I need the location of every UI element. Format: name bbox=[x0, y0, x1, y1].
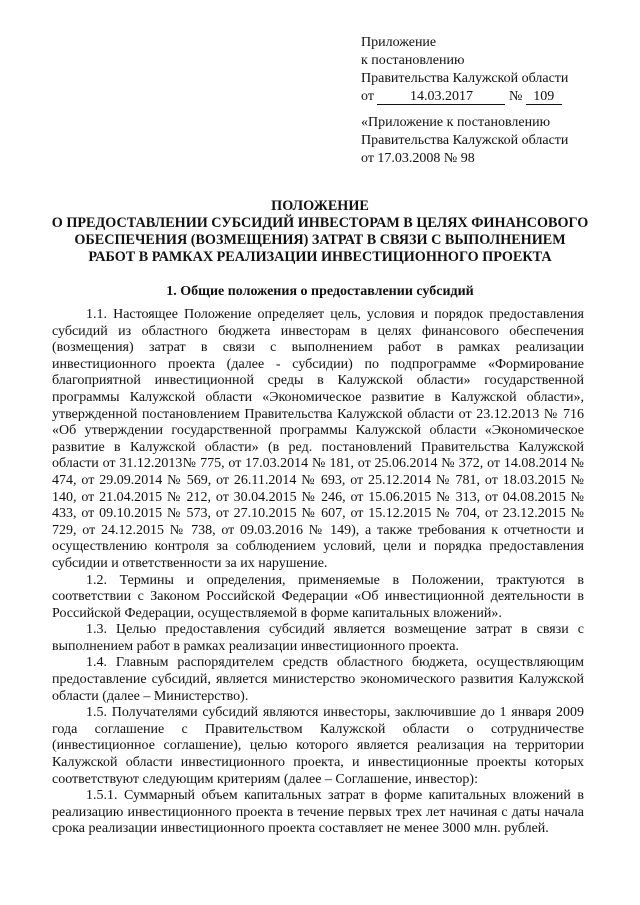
annex-header bbox=[361, 34, 601, 106]
title-line-2: О ПРЕДОСТАВЛЕНИИ СУБСИДИЙ ИНВЕСТОРАМ В ЦЕЛЯХ ФИНАНСОВОГО bbox=[51, 215, 589, 231]
annex-number-prefix: № bbox=[508, 89, 523, 104]
annex-date-prefix: от bbox=[361, 89, 374, 104]
annex-date-line bbox=[361, 88, 601, 106]
document-title bbox=[40, 198, 600, 266]
section-heading: 1. Общие положения о предоставлении субсидий bbox=[166, 284, 474, 299]
paragraph-1-4: 1.4. Главным распорядителем средств областного бюджета, осуществляющим предоставление субсидий, является министерство экономического развития Калужской области (далее – Министерство). bbox=[52, 655, 584, 704]
annex-line-2: к постановлению bbox=[361, 53, 465, 68]
paragraph-1-2: 1.2. Термины и определения, применяемые в Положении, трактуются в соответствии с Законом Российской Федерации «Об инвестиционной деятельности в Российской Федерации, осуществляемой в форме капитальных вложений». bbox=[52, 572, 584, 621]
annex-line-1: Приложение bbox=[361, 35, 437, 50]
title-line-3: ОБЕСПЕЧЕНИЯ (ВОЗМЕЩЕНИЯ) ЗАТРАТ В СВЯЗИ С ВЫПОЛНЕНИЕМ bbox=[74, 232, 566, 248]
paragraph-1-5: 1.5. Получателями субсидий являются инвесторы, заключившие до 1 января 2009 года соглашение с Правительством Калужской области о сотрудничестве (инвестиционное соглашение), целью которого является реализация на территории Калужской области инвестиционного проекта, и инвестиционные проекты которых соответствуют следующим критериям (далее – Соглашение, инвестор): bbox=[52, 705, 584, 787]
title-line-1: ПОЛОЖЕНИЕ bbox=[271, 198, 369, 214]
previous-annex-header bbox=[361, 114, 601, 168]
previous-annex-line-3: от 17.03.2008 № 98 bbox=[361, 151, 475, 166]
annex-number: 109 bbox=[526, 90, 562, 105]
annex-line-3: Правительства Калужской области bbox=[361, 71, 569, 86]
previous-annex-line-2: Правительства Калужской области bbox=[361, 133, 569, 148]
title-line-4: РАБОТ В РАМКАХ РЕАЛИЗАЦИИ ИНВЕСТИЦИОННОГО ПРОЕКТА bbox=[88, 249, 552, 265]
previous-annex-line-1: «Приложение к постановлению bbox=[361, 115, 551, 130]
paragraph-1-5-1: 1.5.1. Суммарный объем капитальных затрат в форме капитальных вложений в реализацию инвестиционного проекта в течение первых трех лет начиная с даты начала срока реализации инвестиционного проекта составляет не менее 3000 млн. рублей. bbox=[52, 788, 584, 837]
paragraph-1-3: 1.3. Целью предоставления субсидий является возмещение затрат в связи с выполнением работ в рамках реализации инвестиционного проекта. bbox=[52, 622, 584, 654]
annex-date: 14.03.2017 bbox=[377, 90, 505, 105]
paragraph-1-1: 1.1. Настоящее Положение определяет цель, условия и порядок предоставления субсидий из областного бюджета инвесторам в целях финансового обеспечения (возмещения) затрат в связи с выполнением работ в рамках реализации инвестиционного проекта (далее - субсидии) по подпрограмме «Формирование благоприятной инвестиционной среды в Калужской области» государственной программы Калужской области «Экономическое развитие в Калужской области», утвержденной постановлением Правительства Калужской области от 23.12.2013 № 716 «Об утверждении государственной программы Калужской области «Экономическое развитие в Калужской области» (в ред. постановлений Правительства Калужской области от 31.12.2013№ 775, от 17.03.2014 № 181, от 25.06.2014 № 372, от 14.08.2014 № 474, от 29.09.2014 № 569, от 26.11.2014 № 693, от 25.12.2014 № 781, от 18.03.2015 № 140, от 21.04.2015 № 212, от 30.04.2015 № 246, от 15.06.2015 № 313, от 04.08.2015 № 433, от 09.10.2015 № 573, от 27.10.2015 № 607, от 15.12.2015 № 704, от 23.12.2015 № 729, от 24.12.2015 № 738, от 09.03.2016 № 149), а также требования к отчетности и осуществлению контроля за соблюдением условий, цели и порядка предоставления субсидии и ответственности за их нарушение. bbox=[52, 307, 584, 571]
section-body bbox=[52, 307, 584, 838]
